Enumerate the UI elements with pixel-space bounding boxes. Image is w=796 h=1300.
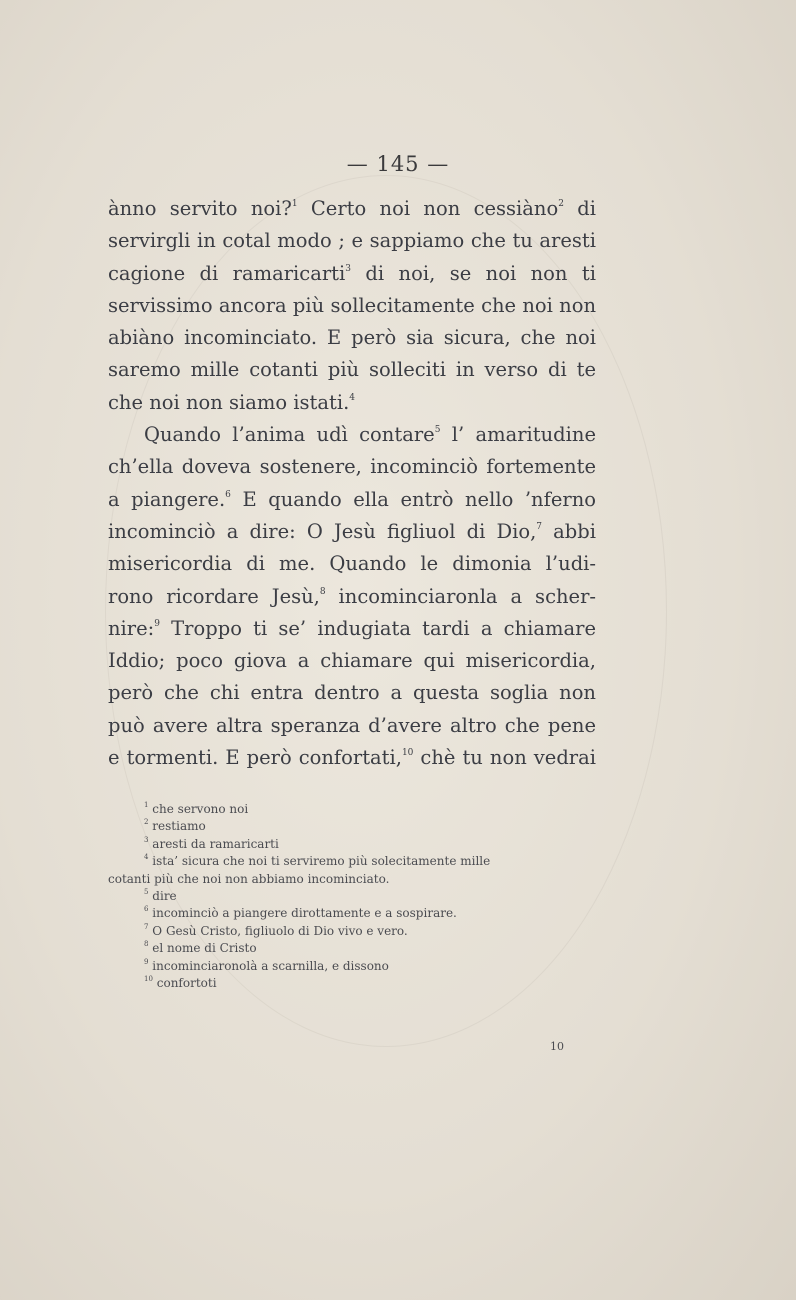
text-segment: incominciaronla a scher-: [325, 584, 596, 608]
footnote-marker: 6: [225, 489, 231, 500]
text-line: [108, 451, 596, 483]
text-segment: cagione di ramaricarti: [108, 261, 346, 285]
text-segment: ch’ella doveva sostenere, incominciò fortemente: [108, 455, 596, 479]
text-segment: di: [563, 197, 596, 220]
footnote-text: confortoti: [156, 976, 217, 991]
footnote-marker: 5: [434, 425, 441, 436]
footnote: [108, 905, 596, 922]
footnote-marker: 10: [401, 748, 414, 759]
footnote-number: 6: [144, 905, 149, 914]
footnote-text: el nome di Cristo: [152, 941, 257, 956]
text-line: [108, 677, 596, 709]
text-line: [108, 258, 596, 290]
text-line: [108, 516, 596, 548]
footnote-text: incominciaronolà a scarnilla, e dissono: [152, 958, 389, 973]
footnote: [108, 818, 596, 835]
text-segment: E quando ella entrò nello ’nferno: [230, 487, 596, 511]
text-segment: Iddio; poco giova a chiamare qui misericordia,: [108, 649, 596, 673]
footnote: [108, 853, 596, 870]
text-segment: saremo mille cotanti più solleciti in verso di te: [108, 358, 596, 382]
footnote-marker: 9: [154, 618, 160, 629]
footnote-number: 2: [144, 818, 149, 827]
text-line: [108, 225, 596, 257]
text-segment: abiàno incominciato. E però sia sicura, che noi: [108, 326, 596, 350]
text-segment: di noi, se noi non ti: [350, 261, 596, 285]
footnote-text: ista’ sicura che noi ti serviremo più solecitamente mille: [152, 854, 491, 869]
main-text: [108, 193, 596, 774]
text-segment: servirgli in cotal modo ; e sappiamo che tu aresti: [108, 229, 596, 253]
footnote-number: 8: [144, 940, 149, 949]
footnote: [108, 871, 596, 888]
footnote: [108, 836, 596, 853]
text-segment: misericordia di me. Quando le dimonia l’udi-: [108, 552, 596, 576]
footnote-marker: 3: [345, 263, 351, 274]
footnote: [108, 888, 596, 905]
text-segment: però che chi entra dentro a questa soglia non: [108, 681, 596, 705]
footnote-marker: 1: [291, 199, 298, 209]
text-line: [108, 581, 596, 613]
text-line: [108, 484, 596, 516]
footnote-number: 4: [144, 853, 149, 862]
footnote: [108, 801, 596, 818]
text-segment: e tormenti. E però confortati,: [108, 746, 402, 770]
footnote: [108, 958, 596, 975]
text-line: [108, 645, 596, 677]
text-line: [108, 742, 596, 774]
footnote: [108, 975, 596, 992]
text-segment: Certo noi non cessiàno: [297, 197, 559, 220]
footnote-marker: 2: [558, 199, 564, 209]
footnote-number: 3: [144, 835, 149, 844]
text-line: [108, 354, 596, 386]
text-line: [108, 419, 596, 451]
text-segment: nire:: [108, 616, 155, 640]
text-segment: chè tu non vedrai: [413, 746, 596, 770]
text-segment: che noi non siamo istati.: [108, 390, 350, 414]
text-segment: ànno servito noi?: [108, 197, 292, 220]
text-segment: rono ricordare Jesù,: [108, 584, 320, 608]
text-line: [108, 613, 596, 645]
footnote-text: che servono noi: [152, 802, 249, 816]
footnote-marker: 7: [536, 521, 543, 532]
footnote: [108, 940, 596, 957]
footnote-text: aresti da ramaricarti: [152, 836, 279, 851]
footnote-number: 7: [144, 922, 149, 931]
footnote-number: 10: [144, 975, 153, 984]
text-segment: servissimo ancora più sollecitamente che noi non: [108, 293, 596, 317]
text-segment: Troppo ti se’ indugiata tardi a chiamare: [159, 616, 596, 640]
text-segment: incominciò a dire: O Jesù figliuol di Dio,: [108, 519, 537, 543]
text-segment: l’ amaritudine: [440, 423, 596, 447]
text-line: [108, 193, 596, 225]
text-segment: può avere altra speranza d’avere altro che pene: [108, 713, 596, 737]
footnote-marker: 4: [349, 392, 356, 403]
footnote-text: O Gesù Cristo, figliuolo di Dio vivo e vero.: [152, 923, 408, 938]
text-line: [108, 710, 596, 742]
footnote-text: dire: [152, 889, 177, 904]
signature-mark: 10: [550, 1040, 564, 1053]
text-segment: a piangere.: [108, 487, 226, 511]
text-line: [108, 548, 596, 580]
text-line: [108, 322, 596, 354]
text-line: [108, 290, 596, 322]
footnote-marker: 8: [319, 586, 326, 597]
footnote-number: 9: [144, 957, 149, 966]
text-segment: abbi: [542, 519, 596, 543]
footnote: [108, 923, 596, 940]
text-line: [108, 387, 596, 419]
footnotes: [108, 801, 596, 992]
page-number-header: — 145 —: [346, 152, 450, 176]
footnote-text: incominciò a piangere dirottamente e a sospirare.: [152, 906, 457, 921]
footnote-text: cotanti più che noi non abbiamo incominciato.: [108, 871, 390, 886]
footnote-text: restiamo: [152, 819, 206, 834]
text-segment: Quando l’anima udì contare: [144, 423, 435, 447]
footnote-number: 5: [144, 888, 149, 897]
footnote-number: 1: [144, 801, 149, 809]
